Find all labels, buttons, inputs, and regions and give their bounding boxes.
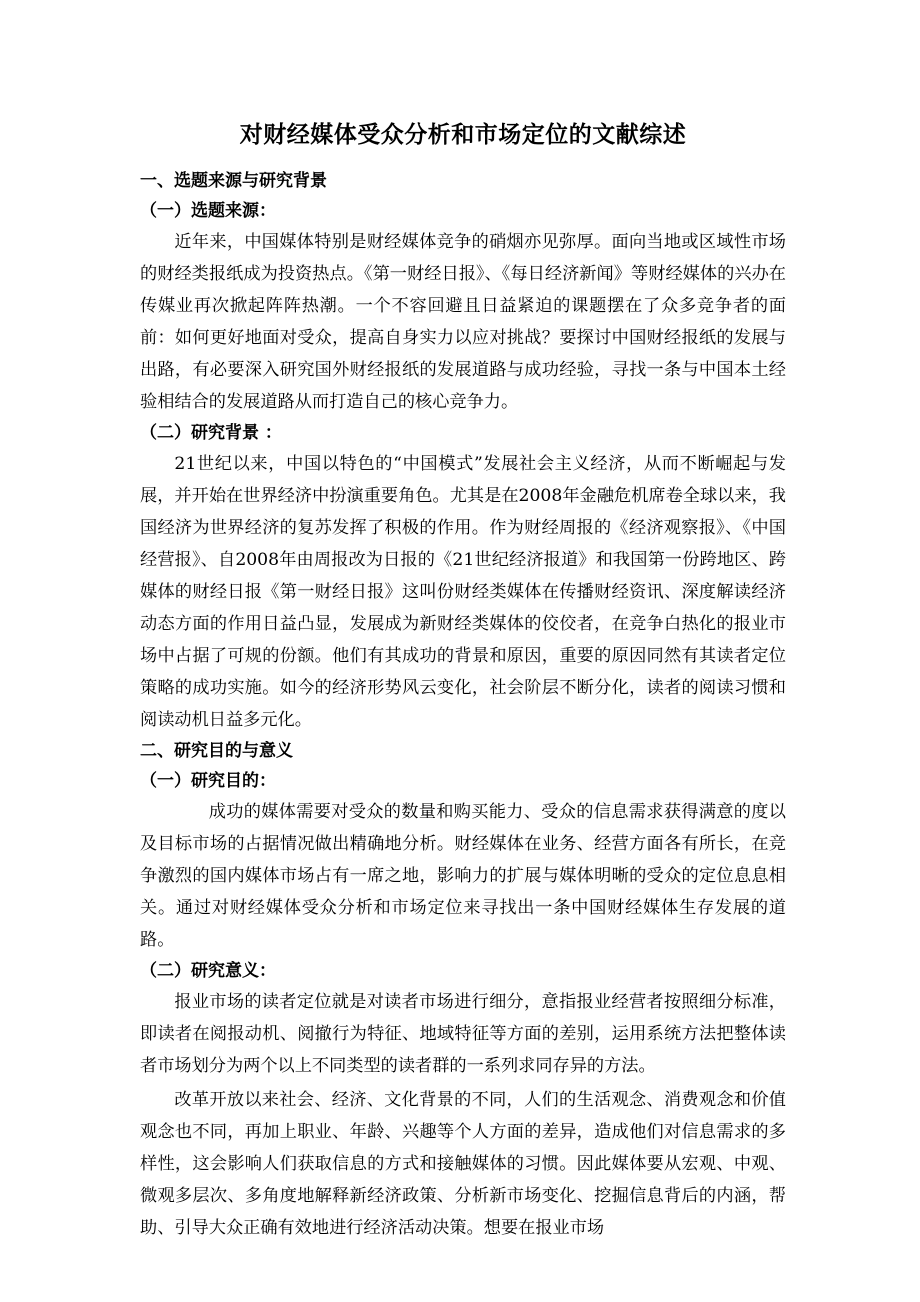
document-body bbox=[140, 118, 786, 1244]
section-1-2-heading: （二）研究背景 ： bbox=[140, 423, 282, 443]
section-1-heading: 一、选题来源与研究背景 bbox=[140, 171, 327, 191]
section-2-2-paragraph-1: 报业市场的读者定位就是对读者市场进行细分，意指报业经营者按照细分标准，即读者在阅报动机、阅撤行为特征、地域特征等方面的差别，运用系统方法把整体读者市场划分为两个以上不同类型的读者群的一系列求同存异的方法。 bbox=[140, 992, 786, 1076]
section-1-1-paragraph: 近年来，中国媒体特别是财经媒体竞争的硝烟亦见弥厚。面向当地或区域性市场的财经类报纸成为投资热点。《第一财经日报》、《每日经济新闻》等财经媒体的兴办在传媒业再次掀起阵阵热潮。一个不容回避且日益紧迫的课题摆在了众多竞争者的面前：如何更好地面对受众，提高自身实力以应对挑战？要探讨中国财经报纸的发展与出路，有必要深入研究国外财经报纸的发展道路与成功经验，寻找一条与中国本土经验相结合的发展道路从而打造自己的核心竞争力。 bbox=[140, 232, 786, 412]
document-title: 对财经媒体受众分析和市场定位的文献综述 bbox=[239, 121, 687, 148]
section-2-heading: 二、研究目的与意义 bbox=[140, 741, 293, 761]
section-2-2-heading: （二）研究意义： bbox=[140, 961, 276, 981]
section-1-2-paragraph: 21世纪以来，中国以特色的“中国模式”发展社会主义经济，从而不断崛起与发展，并开始在世界经济中扮演重要角色。尤其是在2008年金融危机席卷全球以来，我国经济为世界经济的复苏发挥了积极的作用。作为财经周报的《经济观察报》、《中国经营报》、自2008年由周报改为日报的《21世纪经济报道》和我国第一份跨地区、跨媒体的财经日报《第一财经日报》这叫份财经类媒体在传播财经资讯、深度解读经济动态方面的作用日益凸显，发展成为新财经类媒体的佼佼者，在竞争白热化的报业市场中占据了可规的份额。他们有其成功的背景和原因，重要的原因同然有其读者定位策略的成功实施。如今的经济形势风云变化，社会阶层不断分化，读者的阅读习惯和阅读动机日益多元化。 bbox=[140, 454, 786, 730]
section-2-1-paragraph: 成功的媒体需要对受众的数量和购买能力、受众的信息需求获得满意的度以及目标市场的占据情况做出精确地分析。财经媒体在业务、经营方面各有所长，在竞争激烈的国内媒体市场占有一席之地，影响力的扩展与媒体明晰的受众的定位息息相关。通过对财经媒体受众分析和市场定位来寻找出一条中国财经媒体生存发展的道路。 bbox=[140, 802, 786, 950]
section-2-1-heading: （一）研究目的： bbox=[140, 771, 276, 791]
section-1-1-heading: （一）选题来源： bbox=[140, 201, 276, 221]
section-2-2-paragraph-2: 改革开放以来社会、经济、文化背景的不同，人们的生活观念、消费观念和价值观念也不同，再加上职业、年龄、兴趣等个人方面的差异，造成他们对信息需求的多样性，这会影响人们获取信息的方式和接触媒体的习惯。因此媒体要从宏观、中观、微观多层次、多角度地解释新经济政策、分析新市场变化、挖掘信息背后的内涵，帮助、引导大众正确有效地进行经济活动决策。想要在报业市场 bbox=[140, 1090, 786, 1238]
